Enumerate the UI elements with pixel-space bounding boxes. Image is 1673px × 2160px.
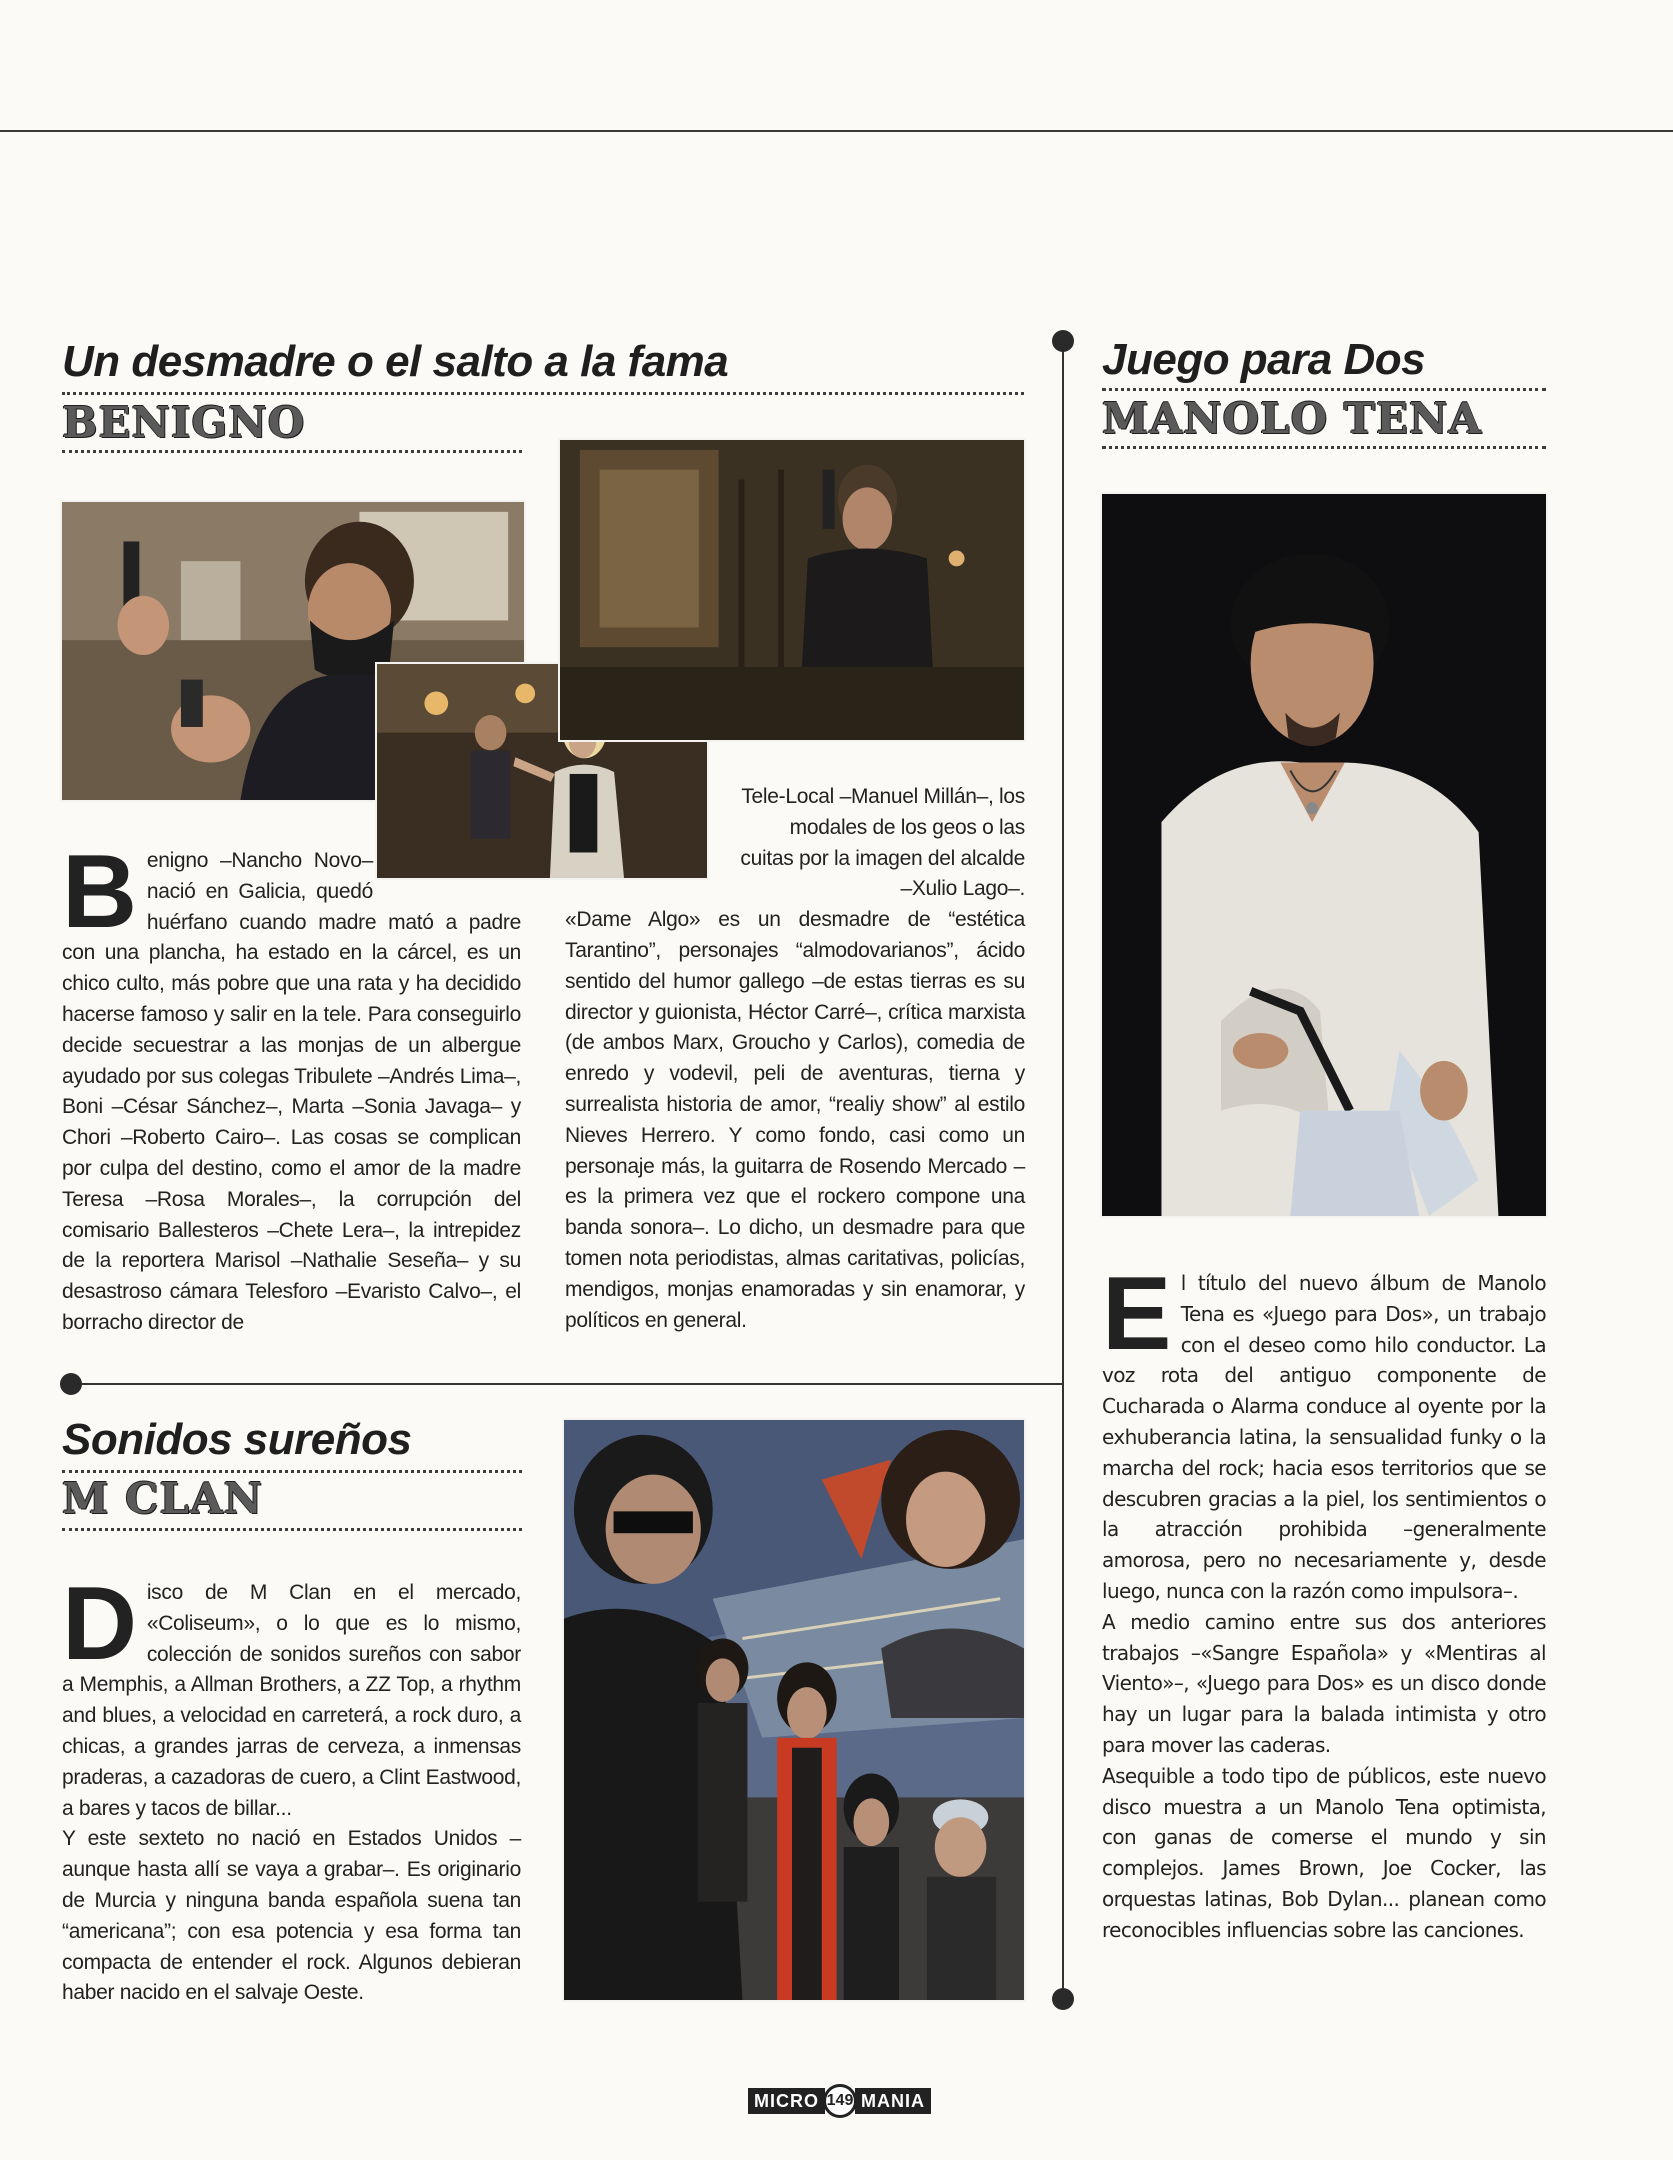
mclan-artist: M CLAN	[62, 1474, 264, 1523]
benigno-dropcap: B	[62, 834, 137, 950]
tena-dropcap: E	[1102, 1256, 1171, 1372]
benigno-text-2b: «Dame Algo» es un desmadre de “estética Tarantino”, personajes “almodovarianos”, ácido sentido del humor gallego –de estas tierras es su director y guionista, Héctor Carré–, crítica marxista (de ambos Marx, Groucho y Carlos), comedia de enredo y vodevil, peli de aventuras, tierna y surrealista historia de amor, “realiy show” al estilo Nieves Herrero. Y como fondo, casi como un personaje más, la guitarra de Rosendo Mercado –es la primera vez que el rockero compone una banda sonora–. Lo dicho, un desmadre para que tomen nota periodistas, almas caritativas, policías, mendigos, monjas enamoradas y sin enamorar, y políticos en general.	[565, 908, 1025, 1332]
mclan-body	[62, 1566, 521, 2009]
tena-artist-underline	[1102, 446, 1546, 449]
section-divider-bullet	[60, 1373, 82, 1395]
benigno-column-1	[62, 834, 521, 1339]
tena-body	[1102, 1256, 1546, 1946]
benigno-kicker: Un desmadre o el salto a la fama	[62, 337, 729, 386]
column-divider-top-bullet	[1052, 330, 1074, 352]
benigno-text-2a: Tele-Local –Manuel Millán–, los modales de los geos o las cuitas por la imagen del alcalde –Xulio Lago–.	[740, 785, 1025, 901]
tena-text-1: l título del nuevo álbum de Manolo Tena es «Juego para Dos», un trabajo con el deseo como hilo conductor. La voz rota del antiguo componente de Cucharada o Alarma conduce al oyente por la exhuberancia latina, la sensualidad funky o la marcha del rock; hacia esos territorios que se descubren gracias a la piel, los sentimientos o la atracción prohibida –generalmente amorosa, pero no necesariamente y, desde luego, nunca con la razón como impulsora–.	[1102, 1271, 1546, 1603]
section-divider	[62, 1383, 1062, 1385]
tena-portrait-photo	[1100, 492, 1548, 1218]
magazine-footer-logo	[748, 2086, 931, 2116]
page-number: 149	[823, 2084, 857, 2118]
top-rule	[0, 130, 1673, 132]
tena-artist: MANOLO TENA	[1102, 394, 1483, 443]
tena-text-3: Asequible a todo tipo de públicos, este nuevo disco muestra a un Manolo Tena optimista, con ganas de comerse el mundo y sin complejos. James Brown, Joe Cocker, las orquestas latinas, Bob Dylan... planean como reconocibles influencias sobre las canciones.	[1102, 1763, 1546, 1942]
mclan-band-photo	[562, 1418, 1026, 2002]
benigno-artist: BENIGNO	[62, 398, 306, 447]
tena-text-2: A medio camino entre sus dos anteriores trabajos –«Sangre Española» y «Mentiras al Viento»–, «Juego para Dos» es un disco donde hay un lugar para la balada intimista y otro para mover las caderas.	[1102, 1609, 1546, 1757]
mclan-dropcap: D	[62, 1566, 137, 1682]
benigno-photo-man-church	[558, 438, 1026, 742]
benigno-text-1: enigno –Nancho Novo– nació en Galicia, quedó huérfano cuando madre mató a padre con una plancha, ha estado en la cárcel, es un chico culto, más pobre que una rata y ha decidido hacerse famoso y salir en la tele. Para conseguirlo decide secuestrar a las monjas de un albergue ayudado por sus colegas Tribulete –Andrés Lima–, Boni –César Sánchez–, Marta –Sonia Javaga– y Chori –Roberto Cairo–. Las cosas se complican por culpa del destino, como el amor de la madre Teresa –Rosa Morales–, la corrupción del comisario Ballesteros –Chete Lera–, la intrepidez de la reportera Marisol –Nathalie Seseña– y su desastroso cámara Telesforo –Evaristo Calvo–, el borracho director de	[62, 849, 521, 1334]
footer-logo-left: MICRO	[748, 2088, 825, 2114]
tena-kicker-underline	[1102, 388, 1546, 391]
benigno-kicker-underline	[62, 392, 1024, 395]
benigno-artist-underline	[62, 450, 522, 453]
column-divider-bottom-bullet	[1052, 1988, 1074, 2010]
mclan-text-1: isco de M Clan en el mercado, «Coliseum», o lo que es lo mismo, colección de sonidos sureños con sabor a Memphis, a Allman Brothers, a ZZ Top, a rhythm and blues, a velocidad en carreterá, a rock duro, a chicas, a grandes jarras de cerveza, a inmensas praderas, a cazadoras de cuero, a Clint Eastwood, a bares y tacos de billar...	[62, 1581, 521, 1820]
mclan-kicker-underline	[62, 1470, 522, 1473]
footer-logo-right: MANIA	[855, 2088, 931, 2114]
mclan-text-2: Y este sexteto no nació en Estados Unidos –aunque hasta allí se vaya a grabar–. Es originario de Murcia y ninguna banda española suena tan “americana”; con esa potencia y esa forma tan compacta de entender el rock. Algunos debieran haber nacido en el salvaje Oeste.	[62, 1827, 521, 2005]
benigno-column-2	[565, 782, 1025, 1336]
mclan-kicker: Sonidos sureños	[62, 1415, 412, 1464]
mclan-artist-underline	[62, 1528, 522, 1531]
tena-kicker: Juego para Dos	[1102, 335, 1426, 384]
column-divider	[1062, 340, 1064, 2000]
